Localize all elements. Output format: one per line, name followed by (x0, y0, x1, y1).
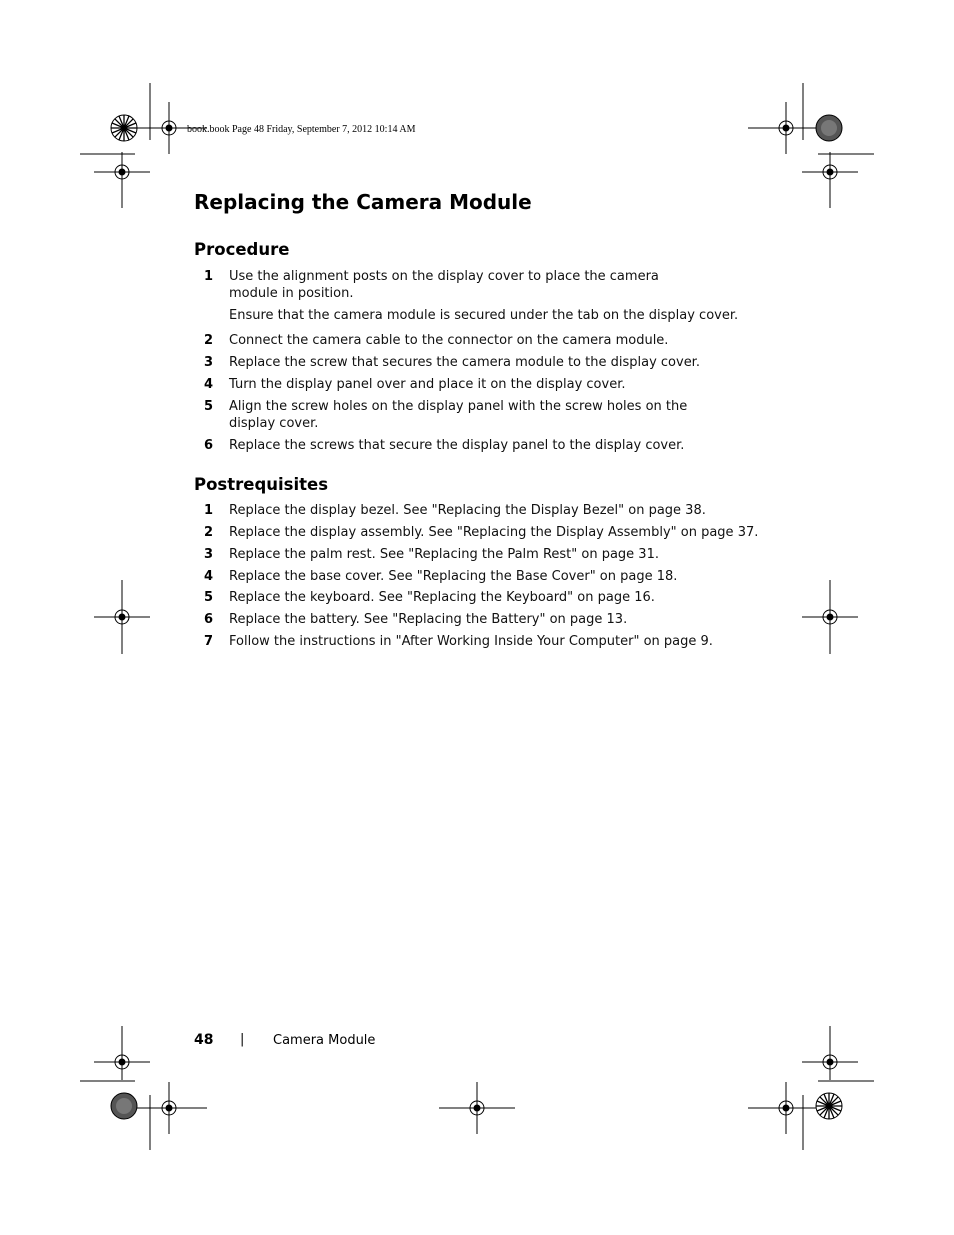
step-text: Use the alignment posts on the display cover to place the camera module in position. (229, 269, 659, 301)
step-number: 2 (204, 333, 214, 348)
step-text: Replace the screws that secure the display panel to the display cover. (229, 438, 685, 453)
step-text: Replace the base cover. See "Replacing the Base Cover" on page 18. (229, 569, 678, 584)
step-text: Align the screw holes on the display panel with the screw holes on the display cover. (229, 399, 688, 431)
step-number: 2 (204, 525, 214, 540)
step-number: 7 (204, 634, 214, 649)
page-title: Replacing the Camera Module (194, 190, 532, 214)
step-number: 6 (204, 612, 214, 627)
step-number: 1 (204, 503, 214, 518)
step-text: Replace the palm rest. See "Replacing the Palm Rest" on page 31. (229, 547, 659, 562)
step-text: Follow the instructions in "After Working Inside Your Computer" on page 9. (229, 634, 713, 649)
step-text: Replace the display assembly. See "Replacing the Display Assembly" on page 37. (229, 525, 759, 540)
step-text: Replace the battery. See "Replacing the Battery" on page 13. (229, 612, 628, 627)
step-number: 4 (204, 569, 214, 584)
step-note: Ensure that the camera module is secured under the tab on the display cover. (229, 308, 739, 323)
step-number: 6 (204, 438, 214, 453)
step-number: 3 (204, 547, 214, 562)
step-number: 5 (204, 590, 214, 605)
footer-separator: | (240, 1032, 245, 1047)
page-number: 48 (194, 1032, 214, 1048)
step-text: Turn the display panel over and place it on the display cover. (229, 377, 626, 392)
step-text: Connect the camera cable to the connector on the camera module. (229, 333, 669, 348)
step-number: 5 (204, 399, 214, 414)
step-text: Replace the display bezel. See "Replacing the Display Bezel" on page 38. (229, 503, 706, 518)
step-number: 4 (204, 377, 214, 392)
postrequisites-heading: Postrequisites (194, 475, 329, 494)
print-slug: book.book Page 48 Friday, September 7, 2012 10:14 AM (187, 124, 416, 135)
step-text: Replace the keyboard. See "Replacing the Keyboard" on page 16. (229, 590, 655, 605)
footer-section-title: Camera Module (273, 1033, 376, 1048)
step-text: Replace the screw that secures the camera module to the display cover. (229, 355, 700, 370)
step-number: 3 (204, 355, 214, 370)
step-number: 1 (204, 269, 214, 284)
procedure-heading: Procedure (194, 240, 290, 259)
